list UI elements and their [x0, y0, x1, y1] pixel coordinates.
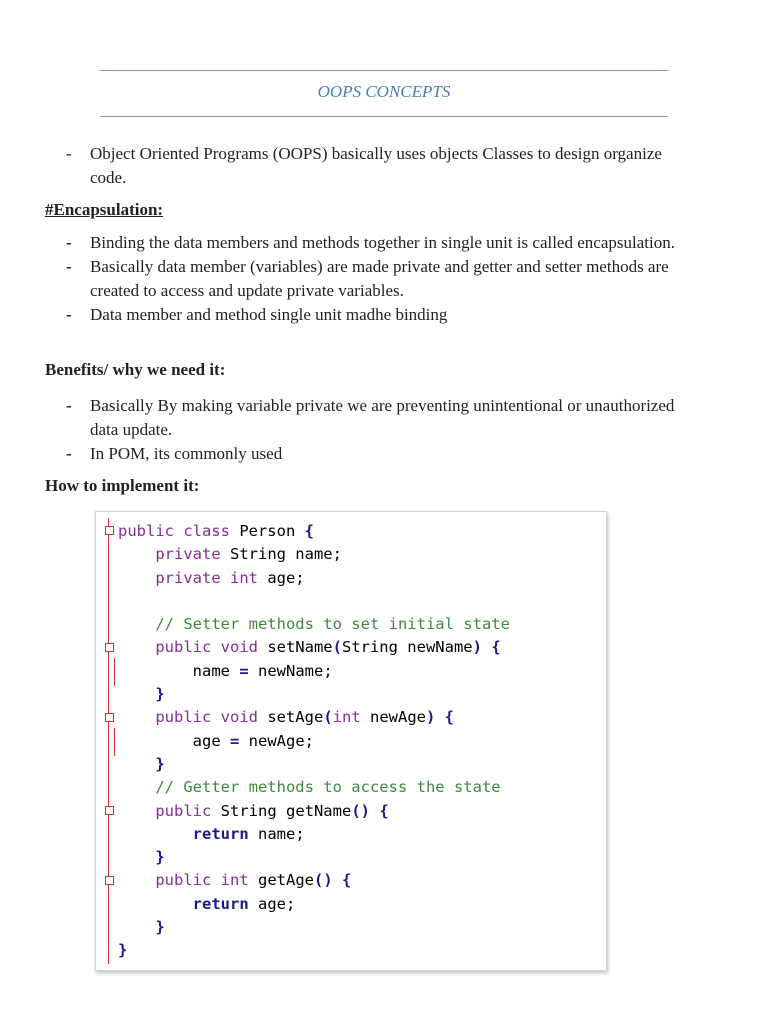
- intro-list: [66, 142, 686, 190]
- list-item: - In POM, its commonly used: [66, 444, 283, 463]
- code-screenshot: [95, 511, 607, 971]
- fold-gutter: [108, 518, 109, 964]
- list-item: - Object Oriented Programs (OOPS) basically uses objects Classes to design organize code.: [66, 144, 662, 187]
- encapsulation-list: [66, 231, 686, 327]
- code-line: // Getter methods to access the state: [155, 778, 501, 797]
- code-line: [118, 590, 510, 613]
- list-item: - Basically By making variable private we are preventing unintentional or unauthorized data update.: [66, 396, 675, 439]
- title-underline-rule: [100, 116, 668, 117]
- page-title: OOPS CONCEPTS: [317, 82, 451, 101]
- code-line: // Setter methods to set initial state: [155, 615, 510, 634]
- code-line: name = newName;: [192, 661, 333, 680]
- code-line: }: [155, 754, 165, 773]
- code-line: }: [155, 685, 165, 704]
- list-item: - Basically data member (variables) are made private and getter and setter methods are created to access and update private variables.: [66, 257, 669, 300]
- code-line: public class Person {: [118, 522, 314, 540]
- code-line: }: [118, 941, 128, 960]
- code-block: [118, 520, 510, 963]
- benefits-list: [66, 394, 686, 466]
- code-line: }: [155, 848, 165, 867]
- code-line: }: [155, 918, 165, 937]
- code-line: private int age;: [155, 568, 305, 587]
- benefits-heading: Benefits/ why we need it:: [45, 360, 226, 379]
- code-line: age = newAge;: [192, 731, 314, 750]
- code-line: public void setAge(int newAge) {: [155, 708, 455, 727]
- code-line: public int getAge() {: [155, 871, 352, 890]
- fold-icon[interactable]: [105, 876, 114, 885]
- fold-icon[interactable]: [105, 806, 114, 815]
- code-line: return name;: [192, 824, 305, 843]
- fold-icon[interactable]: [105, 526, 114, 535]
- top-rule: [100, 70, 668, 71]
- implement-heading: How to implement it:: [45, 476, 200, 495]
- list-item: - Binding the data members and methods together in single unit is called encapsulation.: [66, 233, 675, 252]
- code-line: public String getName() {: [155, 801, 389, 820]
- fold-icon[interactable]: [105, 643, 114, 652]
- encapsulation-heading: #Encapsulation:: [45, 200, 164, 219]
- fold-icon[interactable]: [105, 713, 114, 722]
- code-line: private String name;: [155, 545, 342, 564]
- code-line: return age;: [192, 894, 296, 913]
- list-item: - Data member and method single unit madhe binding: [66, 305, 448, 324]
- code-line: public void setName(String newName) {: [155, 638, 501, 657]
